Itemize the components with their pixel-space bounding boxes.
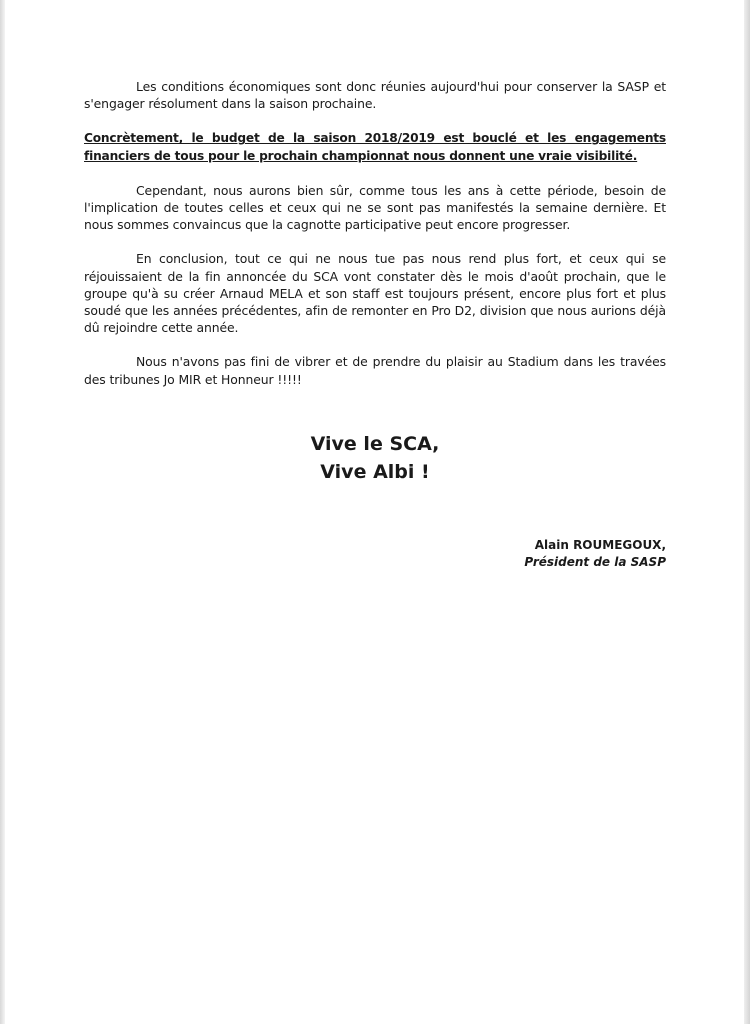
document-body — [84, 78, 666, 388]
signature-title: Président de la SASP — [524, 555, 666, 569]
closing-slogan — [0, 430, 750, 486]
page-edge-left — [0, 0, 5, 1024]
paragraph-budget-highlight: Concrètement, le budget de la saison 2018/2019 est bouclé et les engagements financiers de tous pour le prochain championnat nous donnent une vraie visibilité. — [84, 131, 666, 163]
paragraph-conclusion: En conclusion, tout ce qui ne nous tue pas nous rend plus fort, et ceux qui se réjouissaient de la fin annoncée du SCA vont constater dès le mois d'août prochain, que le groupe qu'à su créer Arnaud MELA et son staff est toujours présent, encore plus fort et plus soudé que les années précédentes, afin de remonter en Pro D2, division que nous aurions déjà dû rejoindre cette année. — [84, 251, 666, 336]
paragraph-involvement: Cependant, nous aurons bien sûr, comme tous les ans à cette période, besoin de l'implication de toutes celles et ceux qui ne se sont pas manifestés la semaine dernière. Et nous sommes convaincus que la cagnotte participative peut encore progresser. — [84, 182, 666, 233]
signature-name: Alain ROUMEGOUX, — [534, 538, 666, 552]
paragraph-stadium: Nous n'avons pas fini de vibrer et de prendre du plaisir au Stadium dans les travées des tribunes Jo MIR et Honneur !!!!! — [84, 354, 666, 387]
closing-line-sca: Vive le SCA, — [310, 433, 440, 455]
page-edge-right — [744, 0, 750, 1024]
paragraph-economic-conditions: Les conditions économiques sont donc réunies aujourd'hui pour conserver la SASP et s'engager résolument dans la saison prochaine. — [84, 79, 666, 112]
signature-block — [524, 537, 666, 571]
closing-line-albi: Vive Albi ! — [320, 461, 430, 483]
